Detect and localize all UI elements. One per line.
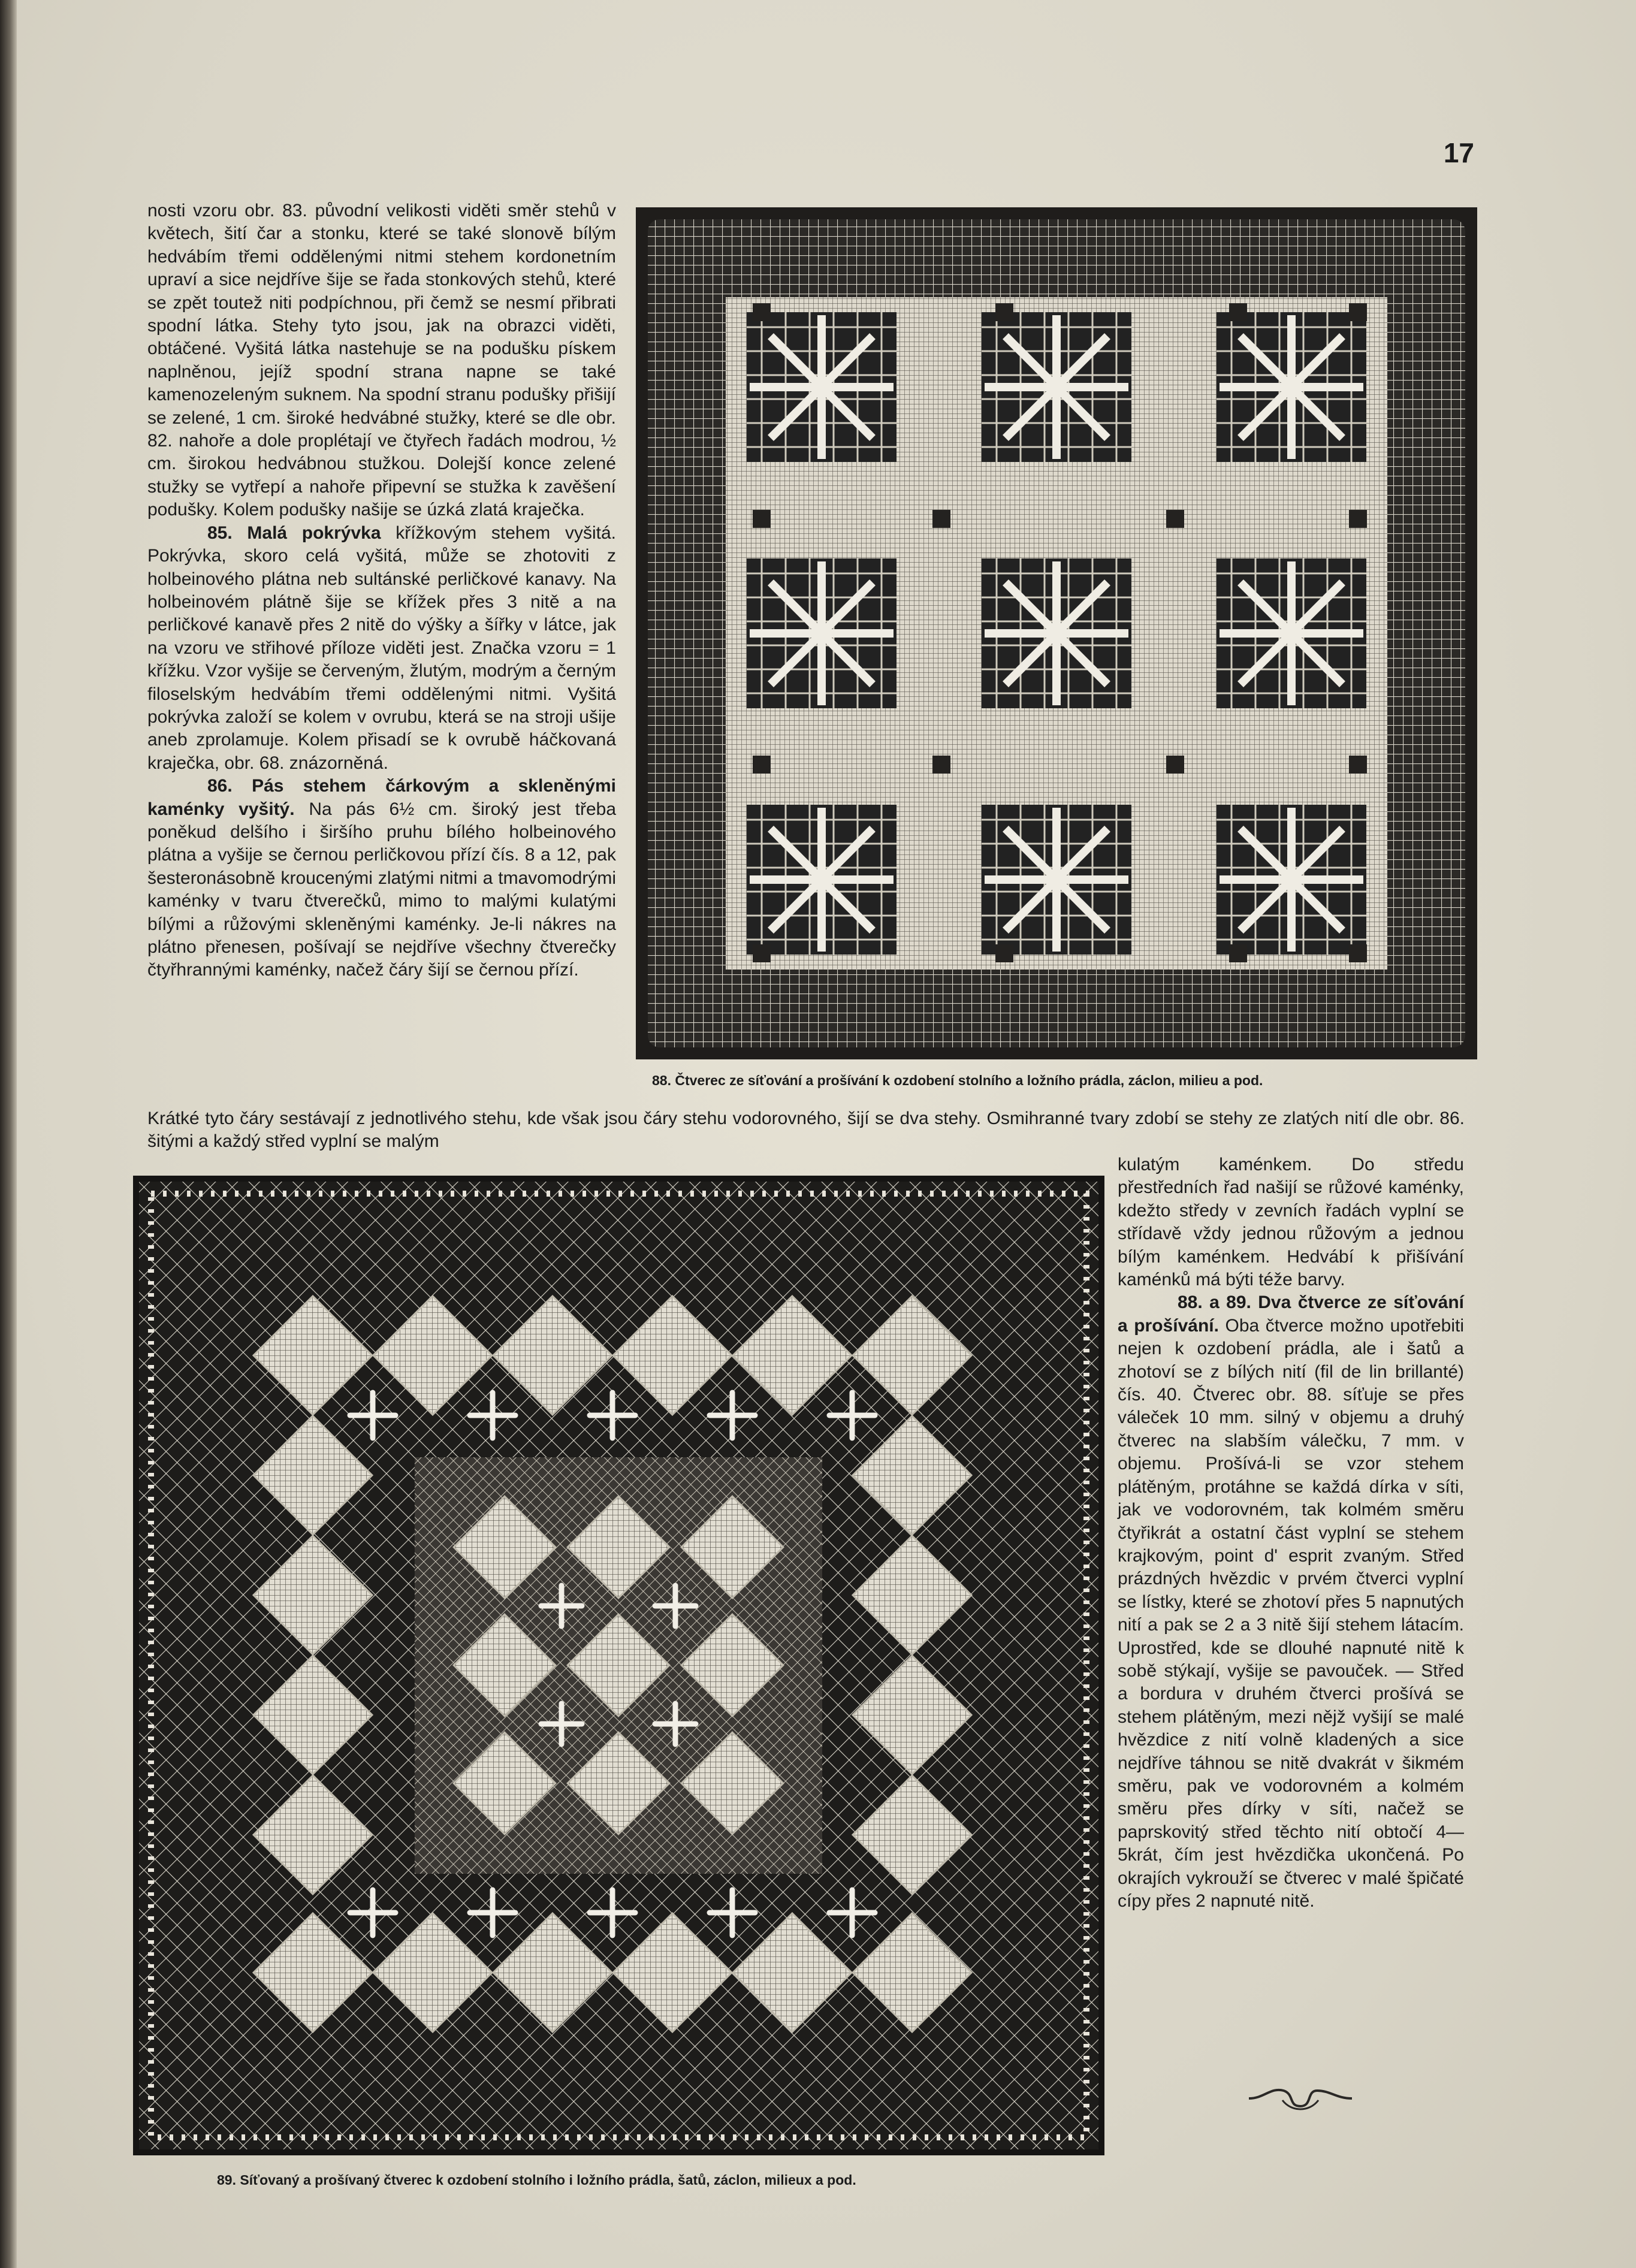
center-diamonds	[454, 1496, 783, 1834]
figure-89-lace-square	[133, 1176, 1104, 2155]
paragraph-86	[147, 775, 616, 982]
paragraph-heading: Pás stehem čárkovým a skleněnými kaménky vyšitý.	[147, 776, 617, 819]
paragraph-body: křížkovým stehem vyšitá. Pokrývka, skoro celá vyšitá, může se zhotoviti z holbeinového plátna neb sultánské perličkové kanavy. Na holbeinovém plátně šije se křížek přes 3 nitě a na perličkové kanavě přes 2 nitě do výšky a šířky v látce, jak na vzoru ve střihové příloze viděti jest. Značka vzoru = 1 křížku. Vzor vyšije se červeným, žlutým, modrým a černým filoselským hedvábím třemi oddělenými nitmi. Vyšitá pokrývka založí se kolem v ovrubu, která se na stroji ušije aneb zprolamuje. Kolem přisadí se k ovrubě háčkovaná kraječka, obr. 68. znázorněná.	[147, 523, 617, 773]
paragraph-88-89	[1118, 1291, 1464, 1913]
figure-88-caption: 88. Čtverec ze síťování a prošívání k ozdobení stolního a ložního prádla, záclon, milieu a pod.	[652, 1073, 1263, 1088]
full-width-text: Krátké tyto čáry sestávají z jednotlivého stehu, kde však jsou čáry stehu vodorovného, šijí se dva stehy. Osmihranné tvary zdobí se stehy ze zlatých nití dle obr. 86. šitými a každý střed vyplní se malým	[147, 1109, 1465, 1152]
right-column	[1118, 1153, 1464, 1913]
lace-pattern-88	[636, 207, 1477, 1059]
star-motifs	[747, 312, 1366, 955]
paragraph-number: 85.	[207, 523, 233, 543]
book-gutter	[0, 0, 17, 2268]
page-number: 17	[1443, 137, 1474, 168]
paragraph-heading: Dva čtverce ze síťování a prošívání.	[1118, 1292, 1464, 1336]
paragraph-number: 88. a 89.	[1178, 1292, 1251, 1313]
paragraph-continued: nosti vzoru obr. 83. původní velikosti viděti směr stehů v květech, šití čar a stonku, které se také slonově bílým hedvábím třemi oddělenými nitmi stehem kordonetním upraví a sice nejdříve šije se řada stonkových stehů, které se zpět toutež niti podpíchnou, při čemž se nesmí přibrati spodní látka. Stehy tyto jsou, jak na obrazci viděti, obtáčené. Vyšitá látka nastehuje se na podušku pískem naplněnou, jejíž spodní strana napne se také kamenozeleným suknem. Na spodní stranu podušky přišijí se zelené, 1 cm. široké hedvábné stužky, které se dle obr. 82. nahoře a dole proplétají ve čtyřech řadách modrou, ½ cm. širokou hedvábnou stužkou. Dolejší konce zelené stužky se vytřepí a nahoře připevní se stužka k zavěšení podušky. Kolem podušky našije se úzká zlatá kraječka.	[147, 201, 616, 520]
figure-88-lace-square	[636, 207, 1477, 1059]
paragraph-heading: Malá pokrývka	[247, 523, 381, 543]
paragraph-continued: kulatým kaménkem. Do středu přestředních řad našijí se růžové kaménky, kdežto středy v zevních řadách vyplní se střídavě vždy jednou růžovým a jednou bílým kaménkem. Hedvábí k přišívání kaménků má býti téže barvy.	[1118, 1155, 1464, 1290]
decorative-flourish-icon	[1246, 2082, 1354, 2115]
left-column	[147, 200, 616, 982]
paragraph-number: 86.	[207, 776, 233, 796]
paragraph-85	[147, 522, 616, 775]
paragraph-body: Na pás 6½ cm. široký jest třeba poněkud delšího i širšího pruhu bílého holbeinového plátna a vyšije se černou perličkovou přízí čís. 8 a 12, pak šesteronásobně kroucenými zlatými nitmi a tmavomodrými kaménky v tvaru čtverečků, mimo to malými kulatými bílými a růžovými skleněnými kaménky. Je-li nákres na plátno přenesen, pošívají se nejdříve všechny čtverečky čtyřhrannými kaménky, načež čáry šijí se černou přízí.	[147, 799, 616, 980]
figure-89-caption: 89. Síťovaný a prošívaný čtverec k ozdobení stolního i ložního prádla, šatů, záclon, milieux a pod.	[217, 2172, 856, 2188]
paragraph-body: Oba čtverce možno upotřebiti nejen k ozdobení prádla, ale i šatů a zhotoví se z bílých nití (fil de lin brillanté) čís. 40. Čtverec obr. 88. síťuje se přes váleček 10 mm. silný v objemu a druhý čtverec na slabším válečku, 7 mm. v objemu. Prošívá-li se vzor stehem plátěným, protáhne se každá dírka v síti, jak ve vodorovném, tak kolmém směru čtyřikrát a ostatní část vyplní se stehem krajkovým, point d' esprit zvaným. Střed prázdných hvězdic v prvém čtverci vyplní se lístky, které se zhotoví přes 5 napnutých nití a pak se 2 a 3 nitě šijí stehem látacím. Uprostřed, kde se dlouhé napnuté nitě k sobě stýkají, vyšije se pavouček. — Střed a bordura v druhém čtverci prošívá se stehem plátěným, mezi nějž vyšijí se malé hvězdice z nití volně kladených a sice nejdříve táhnou se nitě dvakrát v šikmém směru, pak ve vodorovném a kolmém směru přes dírky v síti, načež se paprskovitý střed těchto nití obtočí 4—5krát, čím jest hvězdička ukončená. Po okrajích vykrouží se čtverec v malé špičaté cípy přes 2 napnuté nitě.	[1118, 1315, 1464, 1911]
lace-pattern-89	[133, 1176, 1104, 2155]
